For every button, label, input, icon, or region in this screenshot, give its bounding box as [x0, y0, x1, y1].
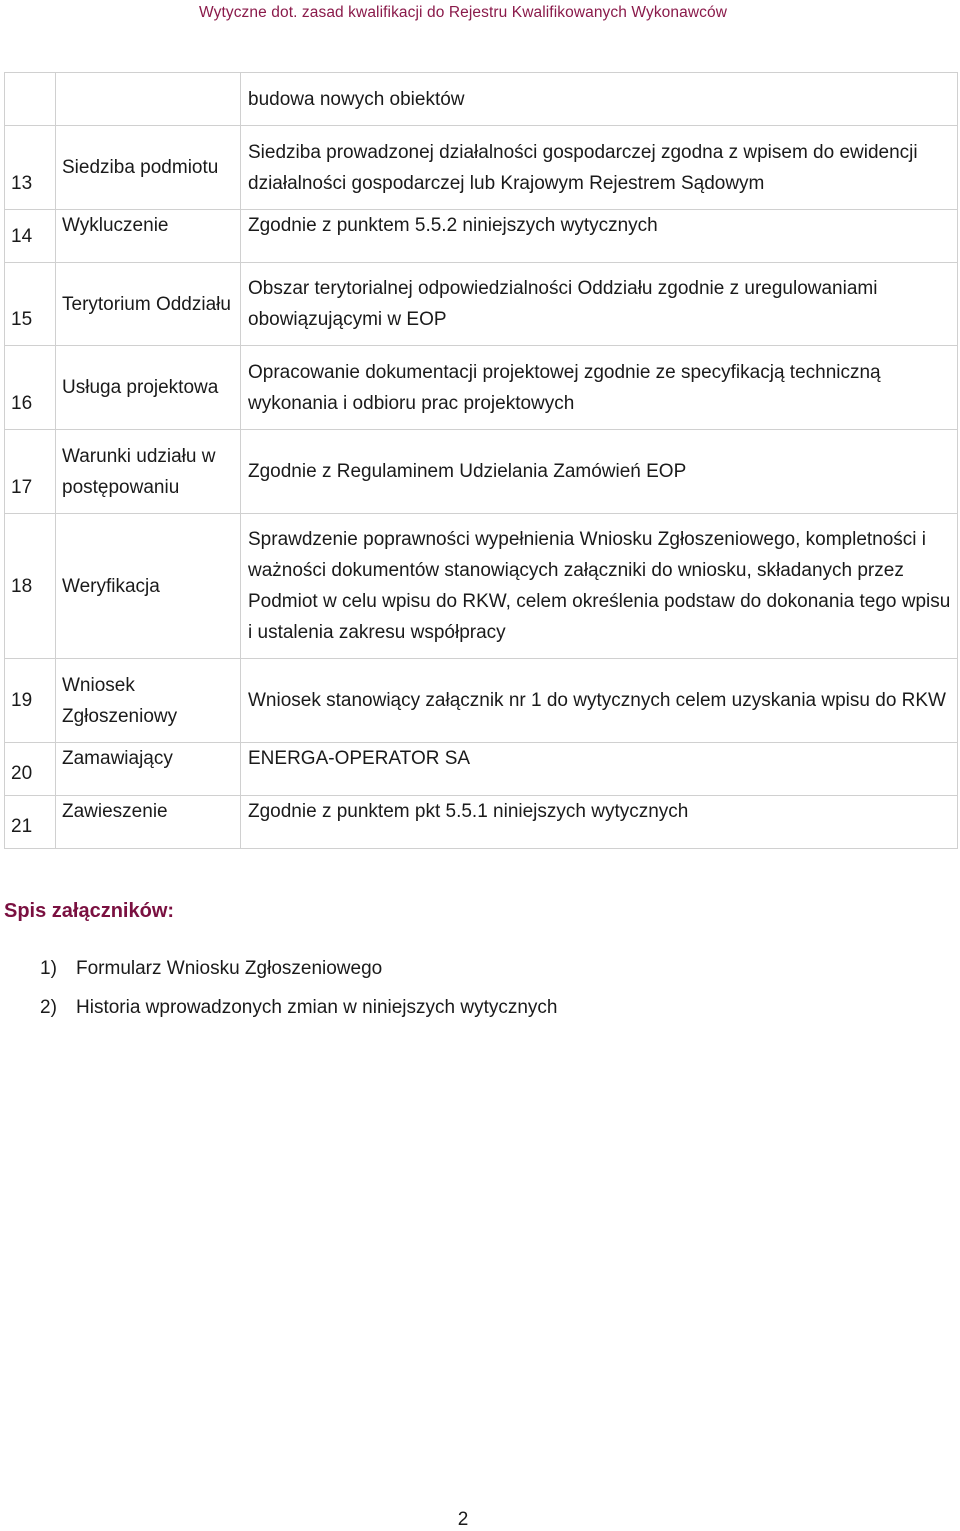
- description-cell: Siedziba prowadzonej działalności gospodarczej zgodna z wpisem do ewidencji działalności gospodarczej lub Krajowym Rejestrem Sądowym: [241, 126, 958, 210]
- list-item: [40, 953, 558, 992]
- row-number-cell: 15: [5, 263, 56, 346]
- description-cell: Zgodnie z punktem pkt 5.5.1 niniejszych wytycznych: [241, 796, 958, 849]
- term-cell: Warunki udziału w postępowaniu: [56, 430, 241, 514]
- row-number-cell: 13: [5, 126, 56, 210]
- list-marker: 2): [40, 997, 57, 1018]
- list-item: [40, 992, 558, 1031]
- description-cell: Sprawdzenie poprawności wypełnienia Wniosku Zgłoszeniowego, kompletności i ważności dokumentów stanowiących załączniki do wniosku, składanych przez Podmiot w celu wpisu do RKW, celem określenia podstaw do dokonania tego wpisu i ustalenia zakresu współpracy: [241, 514, 958, 659]
- row-number-cell: [5, 73, 56, 126]
- table-row: [5, 73, 958, 126]
- row-number-cell: 17: [5, 430, 56, 514]
- table-row: [5, 263, 958, 346]
- row-number-cell: 14: [5, 210, 56, 263]
- table-row: [5, 346, 958, 430]
- term-cell: Terytorium Oddziału: [56, 263, 241, 346]
- row-number-cell: 16: [5, 346, 56, 430]
- row-number-cell: 20: [5, 743, 56, 796]
- attachment-label: Formularz Wniosku Zgłoszeniowego: [76, 958, 383, 979]
- description-cell: budowa nowych obiektów: [241, 73, 958, 126]
- description-cell: Obszar terytorialnej odpowiedzialności Oddziału zgodnie z uregulowaniami obowiązującymi w EOP: [241, 263, 958, 346]
- row-number-cell: 18: [5, 514, 56, 659]
- attachment-label: Historia wprowadzonych zmian w niniejszych wytycznych: [76, 997, 558, 1018]
- description-cell: ENERGA-OPERATOR SA: [241, 743, 958, 796]
- definitions-table: [4, 72, 958, 849]
- table-row: [5, 210, 958, 263]
- page-header: Wytyczne dot. zasad kwalifikacji do Rejestru Kwalifikowanych Wykonawców: [199, 4, 727, 21]
- attachments-title: Spis załączników:: [4, 900, 175, 922]
- attachments-list: [40, 953, 558, 1031]
- term-cell: Zamawiający: [56, 743, 241, 796]
- description-cell: Zgodnie z punktem 5.5.2 niniejszych wytycznych: [241, 210, 958, 263]
- description-cell: Wniosek stanowiący załącznik nr 1 do wytycznych celem uzyskania wpisu do RKW: [241, 659, 958, 743]
- term-cell: Siedziba podmiotu: [56, 126, 241, 210]
- row-number-cell: 19: [5, 659, 56, 743]
- term-cell: Wniosek Zgłoszeniowy: [56, 659, 241, 743]
- table-row: [5, 430, 958, 514]
- page-number: 2: [457, 1509, 469, 1530]
- term-cell: Weryfikacja: [56, 514, 241, 659]
- table-row: [5, 126, 958, 210]
- table-row: [5, 659, 958, 743]
- description-cell: Opracowanie dokumentacji projektowej zgodnie ze specyfikacją techniczną wykonania i odbioru prac projektowych: [241, 346, 958, 430]
- table-row: [5, 796, 958, 849]
- term-cell: [56, 73, 241, 126]
- table-row: [5, 514, 958, 659]
- description-cell: Zgodnie z Regulaminem Udzielania Zamówień EOP: [241, 430, 958, 514]
- term-cell: Wykluczenie: [56, 210, 241, 263]
- term-cell: Zawieszenie: [56, 796, 241, 849]
- row-number-cell: 21: [5, 796, 56, 849]
- list-marker: 1): [40, 958, 57, 979]
- table-row: [5, 743, 958, 796]
- term-cell: Usługa projektowa: [56, 346, 241, 430]
